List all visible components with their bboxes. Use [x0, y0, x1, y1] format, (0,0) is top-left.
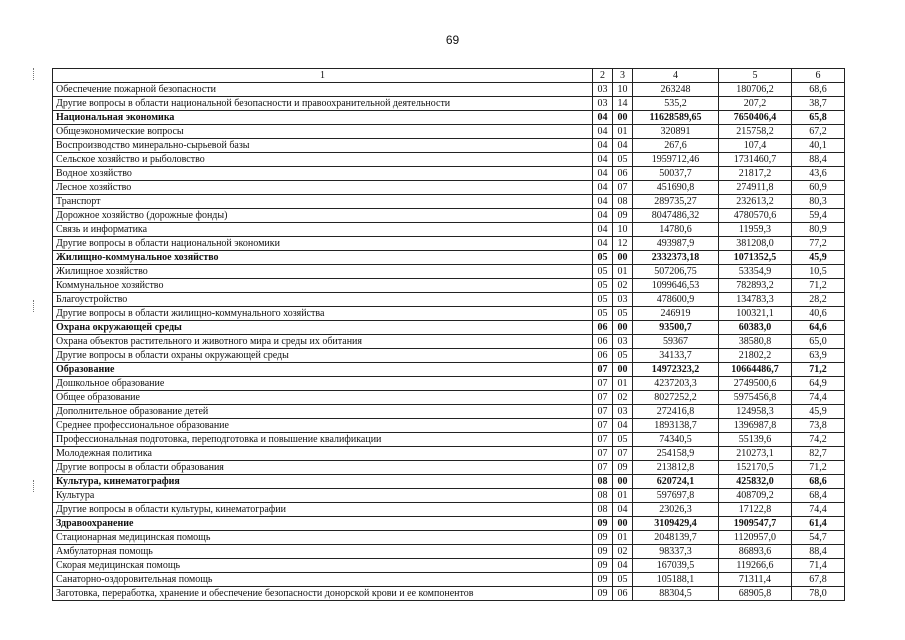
- table-row: [53, 587, 845, 601]
- cell-percent: 60,9: [792, 181, 845, 195]
- cell-section: 04: [593, 195, 613, 209]
- cell-section: 08: [593, 489, 613, 503]
- cell-subsection: 04: [613, 419, 633, 433]
- cell-subsection: 14: [613, 97, 633, 111]
- cell-section: 09: [593, 559, 613, 573]
- cell-subsection: 07: [613, 181, 633, 195]
- cell-section: 05: [593, 251, 613, 265]
- cell-actual: 68905,8: [719, 587, 792, 601]
- cell-section: 04: [593, 139, 613, 153]
- cell-actual: 381208,0: [719, 237, 792, 251]
- cell-name: Общеэкономические вопросы: [53, 125, 593, 139]
- table-row: [53, 559, 845, 573]
- cell-percent: 68,6: [792, 475, 845, 489]
- cell-plan: 98337,3: [633, 545, 719, 559]
- cell-subsection: 05: [613, 573, 633, 587]
- cell-actual: 119266,6: [719, 559, 792, 573]
- cell-section: 05: [593, 265, 613, 279]
- budget-table: [52, 68, 845, 601]
- cell-section: 04: [593, 153, 613, 167]
- table-row: [53, 195, 845, 209]
- cell-percent: 68,6: [792, 83, 845, 97]
- cell-subsection: 04: [613, 139, 633, 153]
- cell-section: 08: [593, 503, 613, 517]
- cell-plan: 263248: [633, 83, 719, 97]
- cell-actual: 408709,2: [719, 489, 792, 503]
- table-row: [53, 531, 845, 545]
- cell-plan: 3109429,4: [633, 517, 719, 531]
- cell-section: 06: [593, 335, 613, 349]
- cell-name: Среднее профессиональное образование: [53, 419, 593, 433]
- header-cell-section: 2: [593, 69, 613, 83]
- header-cell-name: 1: [53, 69, 593, 83]
- table-row: [53, 335, 845, 349]
- cell-plan: 50037,7: [633, 167, 719, 181]
- margin-mark: [33, 300, 35, 312]
- table-row: [53, 475, 845, 489]
- table-row: [53, 363, 845, 377]
- cell-section: 07: [593, 363, 613, 377]
- cell-percent: 80,3: [792, 195, 845, 209]
- table-row: [53, 181, 845, 195]
- cell-name: Водное хозяйство: [53, 167, 593, 181]
- cell-plan: 289735,27: [633, 195, 719, 209]
- cell-subsection: 03: [613, 335, 633, 349]
- cell-percent: 28,2: [792, 293, 845, 307]
- cell-name: Другие вопросы в области национальной безопасности и правоохранительной деятельности: [53, 97, 593, 111]
- cell-actual: 55139,6: [719, 433, 792, 447]
- cell-section: 07: [593, 391, 613, 405]
- header-cell-subsection: 3: [613, 69, 633, 83]
- cell-percent: 71,2: [792, 279, 845, 293]
- cell-plan: 59367: [633, 335, 719, 349]
- table-row: [53, 419, 845, 433]
- cell-section: 07: [593, 447, 613, 461]
- margin-mark: [33, 68, 35, 80]
- table-row: [53, 405, 845, 419]
- cell-subsection: 05: [613, 307, 633, 321]
- cell-plan: 451690,8: [633, 181, 719, 195]
- cell-name: Другие вопросы в области охраны окружающей среды: [53, 349, 593, 363]
- cell-name: Дополнительное образование детей: [53, 405, 593, 419]
- table-row: [53, 545, 845, 559]
- cell-subsection: 01: [613, 265, 633, 279]
- cell-subsection: 03: [613, 293, 633, 307]
- cell-plan: 74340,5: [633, 433, 719, 447]
- table-row: [53, 517, 845, 531]
- cell-plan: 478600,9: [633, 293, 719, 307]
- cell-name: Связь и информатика: [53, 223, 593, 237]
- cell-percent: 71,4: [792, 559, 845, 573]
- cell-actual: 107,4: [719, 139, 792, 153]
- cell-subsection: 01: [613, 531, 633, 545]
- table-row: [53, 279, 845, 293]
- table-row: [53, 447, 845, 461]
- table-row: [53, 349, 845, 363]
- cell-actual: 100321,1: [719, 307, 792, 321]
- cell-plan: 2332373,18: [633, 251, 719, 265]
- cell-section: 04: [593, 111, 613, 125]
- cell-actual: 2749500,6: [719, 377, 792, 391]
- cell-percent: 80,9: [792, 223, 845, 237]
- cell-subsection: 05: [613, 153, 633, 167]
- page-number: 69: [445, 33, 460, 47]
- cell-name: Дошкольное образование: [53, 377, 593, 391]
- cell-plan: 2048139,7: [633, 531, 719, 545]
- table-header-row: [53, 69, 845, 83]
- cell-section: 09: [593, 545, 613, 559]
- cell-percent: 73,8: [792, 419, 845, 433]
- cell-subsection: 00: [613, 251, 633, 265]
- cell-actual: 53354,9: [719, 265, 792, 279]
- cell-subsection: 01: [613, 489, 633, 503]
- cell-actual: 152170,5: [719, 461, 792, 475]
- cell-percent: 64,9: [792, 377, 845, 391]
- cell-actual: 134783,3: [719, 293, 792, 307]
- table-row: [53, 167, 845, 181]
- cell-subsection: 12: [613, 237, 633, 251]
- cell-plan: 213812,8: [633, 461, 719, 475]
- cell-percent: 67,8: [792, 573, 845, 587]
- table-row: [53, 111, 845, 125]
- cell-name: Культура: [53, 489, 593, 503]
- cell-actual: 7650406,4: [719, 111, 792, 125]
- table-row: [53, 237, 845, 251]
- cell-percent: 88,4: [792, 545, 845, 559]
- cell-subsection: 10: [613, 223, 633, 237]
- cell-name: Амбулаторная помощь: [53, 545, 593, 559]
- cell-name: Культура, кинематография: [53, 475, 593, 489]
- cell-name: Дорожное хозяйство (дорожные фонды): [53, 209, 593, 223]
- cell-percent: 65,8: [792, 111, 845, 125]
- cell-section: 09: [593, 587, 613, 601]
- cell-section: 07: [593, 461, 613, 475]
- cell-plan: 14972323,2: [633, 363, 719, 377]
- cell-plan: 14780,6: [633, 223, 719, 237]
- cell-subsection: 00: [613, 111, 633, 125]
- cell-name: Здравоохранение: [53, 517, 593, 531]
- cell-plan: 23026,3: [633, 503, 719, 517]
- cell-percent: 61,4: [792, 517, 845, 531]
- header-cell-actual: 5: [719, 69, 792, 83]
- cell-plan: 267,6: [633, 139, 719, 153]
- table-row: [53, 503, 845, 517]
- table-row: [53, 251, 845, 265]
- cell-percent: 10,5: [792, 265, 845, 279]
- cell-section: 04: [593, 209, 613, 223]
- cell-name: Жилищное хозяйство: [53, 265, 593, 279]
- cell-percent: 63,9: [792, 349, 845, 363]
- cell-percent: 40,1: [792, 139, 845, 153]
- table-row: [53, 433, 845, 447]
- cell-plan: 254158,9: [633, 447, 719, 461]
- cell-section: 03: [593, 83, 613, 97]
- cell-subsection: 07: [613, 447, 633, 461]
- cell-actual: 1396987,8: [719, 419, 792, 433]
- cell-name: Стационарная медицинская помощь: [53, 531, 593, 545]
- cell-name: Санаторно-оздоровительная помощь: [53, 573, 593, 587]
- cell-plan: 535,2: [633, 97, 719, 111]
- cell-subsection: 00: [613, 321, 633, 335]
- cell-actual: 124958,3: [719, 405, 792, 419]
- table-row: [53, 223, 845, 237]
- cell-section: 03: [593, 97, 613, 111]
- cell-actual: 425832,0: [719, 475, 792, 489]
- cell-subsection: 01: [613, 125, 633, 139]
- cell-subsection: 03: [613, 405, 633, 419]
- cell-subsection: 09: [613, 209, 633, 223]
- cell-percent: 38,7: [792, 97, 845, 111]
- cell-actual: 1120957,0: [719, 531, 792, 545]
- cell-actual: 4780570,6: [719, 209, 792, 223]
- cell-section: 04: [593, 125, 613, 139]
- cell-percent: 67,2: [792, 125, 845, 139]
- cell-percent: 78,0: [792, 587, 845, 601]
- cell-subsection: 02: [613, 391, 633, 405]
- cell-actual: 210273,1: [719, 447, 792, 461]
- cell-subsection: 04: [613, 503, 633, 517]
- cell-plan: 507206,75: [633, 265, 719, 279]
- cell-percent: 77,2: [792, 237, 845, 251]
- cell-name: Сельское хозяйство и рыболовство: [53, 153, 593, 167]
- cell-name: Обеспечение пожарной безопасности: [53, 83, 593, 97]
- margin-mark: [33, 480, 35, 492]
- cell-actual: 274911,8: [719, 181, 792, 195]
- cell-percent: 64,6: [792, 321, 845, 335]
- table-row: [53, 573, 845, 587]
- cell-section: 06: [593, 349, 613, 363]
- cell-actual: 782893,2: [719, 279, 792, 293]
- table-row: [53, 321, 845, 335]
- cell-actual: 86893,6: [719, 545, 792, 559]
- cell-section: 08: [593, 475, 613, 489]
- cell-name: Жилищно-коммунальное хозяйство: [53, 251, 593, 265]
- cell-section: 07: [593, 377, 613, 391]
- cell-plan: 620724,1: [633, 475, 719, 489]
- cell-plan: 11628589,65: [633, 111, 719, 125]
- cell-percent: 74,4: [792, 503, 845, 517]
- cell-percent: 71,2: [792, 363, 845, 377]
- cell-name: Воспроизводство минерально-сырьевой базы: [53, 139, 593, 153]
- cell-subsection: 10: [613, 83, 633, 97]
- cell-plan: 493987,9: [633, 237, 719, 251]
- cell-actual: 5975456,8: [719, 391, 792, 405]
- cell-name: Молодежная политика: [53, 447, 593, 461]
- cell-section: 06: [593, 321, 613, 335]
- cell-percent: 74,2: [792, 433, 845, 447]
- cell-name: Охрана окружающей среды: [53, 321, 593, 335]
- cell-name: Другие вопросы в области национальной экономики: [53, 237, 593, 251]
- cell-plan: 1959712,46: [633, 153, 719, 167]
- cell-name: Национальная экономика: [53, 111, 593, 125]
- cell-actual: 38580,8: [719, 335, 792, 349]
- cell-percent: 88,4: [792, 153, 845, 167]
- cell-section: 04: [593, 167, 613, 181]
- cell-actual: 1909547,7: [719, 517, 792, 531]
- cell-subsection: 05: [613, 349, 633, 363]
- cell-percent: 54,7: [792, 531, 845, 545]
- cell-name: Другие вопросы в области культуры, кинематографии: [53, 503, 593, 517]
- cell-name: Общее образование: [53, 391, 593, 405]
- cell-plan: 8027252,2: [633, 391, 719, 405]
- cell-name: Другие вопросы в области жилищно-коммунального хозяйства: [53, 307, 593, 321]
- cell-name: Транспорт: [53, 195, 593, 209]
- cell-actual: 10664486,7: [719, 363, 792, 377]
- cell-plan: 34133,7: [633, 349, 719, 363]
- cell-section: 05: [593, 279, 613, 293]
- table-body: [53, 69, 845, 601]
- cell-plan: 105188,1: [633, 573, 719, 587]
- cell-section: 09: [593, 573, 613, 587]
- cell-plan: 8047486,32: [633, 209, 719, 223]
- cell-name: Заготовка, переработка, хранение и обеспечение безопасности донорской крови и ее компонентов: [53, 587, 593, 601]
- cell-subsection: 09: [613, 461, 633, 475]
- cell-subsection: 00: [613, 517, 633, 531]
- cell-plan: 597697,8: [633, 489, 719, 503]
- header-cell-plan: 4: [633, 69, 719, 83]
- cell-actual: 1071352,5: [719, 251, 792, 265]
- cell-actual: 60383,0: [719, 321, 792, 335]
- cell-section: 09: [593, 531, 613, 545]
- cell-name: Лесное хозяйство: [53, 181, 593, 195]
- cell-name: Профессиональная подготовка, переподготовка и повышение квалификации: [53, 433, 593, 447]
- cell-plan: 1099646,53: [633, 279, 719, 293]
- cell-subsection: 08: [613, 195, 633, 209]
- cell-actual: 71311,4: [719, 573, 792, 587]
- cell-name: Скорая медицинская помощь: [53, 559, 593, 573]
- cell-percent: 68,4: [792, 489, 845, 503]
- cell-section: 04: [593, 237, 613, 251]
- cell-plan: 167039,5: [633, 559, 719, 573]
- cell-subsection: 04: [613, 559, 633, 573]
- cell-section: 07: [593, 433, 613, 447]
- cell-name: Благоустройство: [53, 293, 593, 307]
- cell-section: 09: [593, 517, 613, 531]
- table-row: [53, 83, 845, 97]
- table-row: [53, 461, 845, 475]
- cell-name: Образование: [53, 363, 593, 377]
- cell-percent: 74,4: [792, 391, 845, 405]
- cell-section: 07: [593, 419, 613, 433]
- table-row: [53, 125, 845, 139]
- table-row: [53, 139, 845, 153]
- cell-percent: 65,0: [792, 335, 845, 349]
- cell-percent: 43,6: [792, 167, 845, 181]
- cell-actual: 215758,2: [719, 125, 792, 139]
- cell-percent: 45,9: [792, 251, 845, 265]
- cell-subsection: 05: [613, 433, 633, 447]
- cell-section: 05: [593, 293, 613, 307]
- table-row: [53, 153, 845, 167]
- cell-percent: 40,6: [792, 307, 845, 321]
- cell-actual: 11959,3: [719, 223, 792, 237]
- table-row: [53, 97, 845, 111]
- cell-name: Охрана объектов растительного и животного мира и среды их обитания: [53, 335, 593, 349]
- cell-subsection: 01: [613, 377, 633, 391]
- table-row: [53, 265, 845, 279]
- cell-subsection: 06: [613, 587, 633, 601]
- cell-section: 05: [593, 307, 613, 321]
- cell-subsection: 02: [613, 279, 633, 293]
- cell-plan: 246919: [633, 307, 719, 321]
- cell-actual: 21817,2: [719, 167, 792, 181]
- table-row: [53, 293, 845, 307]
- cell-percent: 82,7: [792, 447, 845, 461]
- cell-subsection: 06: [613, 167, 633, 181]
- cell-actual: 1731460,7: [719, 153, 792, 167]
- cell-subsection: 00: [613, 475, 633, 489]
- cell-subsection: 02: [613, 545, 633, 559]
- cell-actual: 232613,2: [719, 195, 792, 209]
- table-row: [53, 307, 845, 321]
- cell-section: 07: [593, 405, 613, 419]
- cell-plan: 272416,8: [633, 405, 719, 419]
- cell-actual: 17122,8: [719, 503, 792, 517]
- cell-percent: 45,9: [792, 405, 845, 419]
- cell-actual: 180706,2: [719, 83, 792, 97]
- cell-percent: 59,4: [792, 209, 845, 223]
- table-row: [53, 489, 845, 503]
- cell-section: 04: [593, 223, 613, 237]
- table-row: [53, 209, 845, 223]
- cell-subsection: 00: [613, 363, 633, 377]
- table-row: [53, 391, 845, 405]
- cell-plan: 1893138,7: [633, 419, 719, 433]
- cell-name: Коммунальное хозяйство: [53, 279, 593, 293]
- cell-section: 04: [593, 181, 613, 195]
- cell-actual: 21802,2: [719, 349, 792, 363]
- cell-name: Другие вопросы в области образования: [53, 461, 593, 475]
- header-cell-percent: 6: [792, 69, 845, 83]
- cell-percent: 71,2: [792, 461, 845, 475]
- cell-plan: 88304,5: [633, 587, 719, 601]
- table-row: [53, 377, 845, 391]
- cell-plan: 320891: [633, 125, 719, 139]
- cell-actual: 207,2: [719, 97, 792, 111]
- cell-plan: 4237203,3: [633, 377, 719, 391]
- cell-plan: 93500,7: [633, 321, 719, 335]
